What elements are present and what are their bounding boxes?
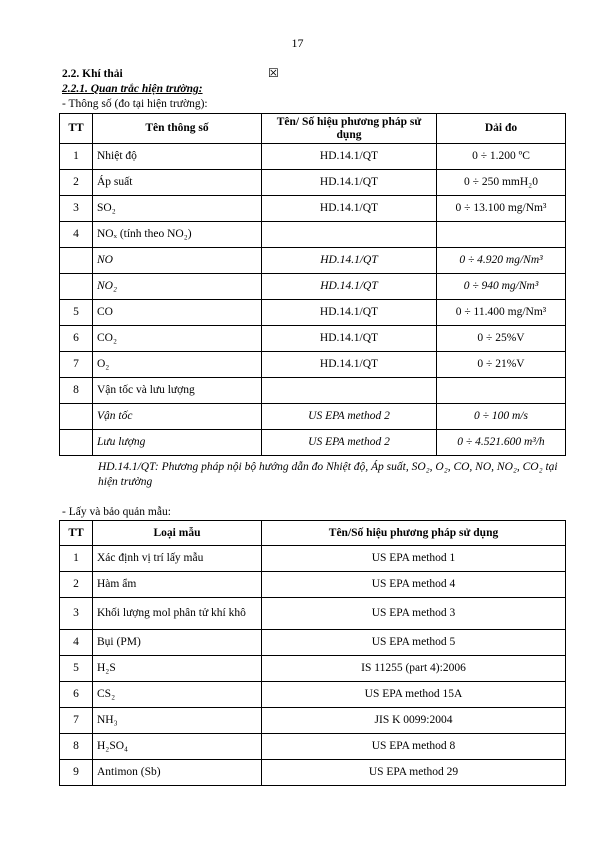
cell-row-number: 2 (60, 170, 93, 196)
table-row (60, 248, 566, 274)
cell-method: US EPA method 29 (262, 760, 566, 786)
cell-sample-type: Khối lượng mol phân tử khí khô (93, 598, 262, 630)
section-title: 2.2. Khí thải (62, 68, 123, 80)
cell-sample-type: Bụi (PM) (93, 630, 262, 656)
cell-method: US EPA method 15A (262, 682, 566, 708)
table-row (60, 300, 566, 326)
cell-row-number: 5 (60, 300, 93, 326)
cell-method: HD.14.1/QT (262, 326, 437, 352)
table-row (60, 682, 566, 708)
cell-row-number (60, 430, 93, 456)
cell-method: US EPA method 3 (262, 598, 566, 630)
cell-method: IS 11255 (part 4):2006 (262, 656, 566, 682)
table-row (60, 630, 566, 656)
cell-param-name: Áp suất (93, 170, 262, 196)
cell-sample-type: Xác định vị trí lấy mẫu (93, 546, 262, 572)
cell-row-number: 8 (60, 734, 93, 760)
cell-range: 0 ÷ 250 mmH₂0 (437, 170, 566, 196)
cell-range: 0 ÷ 21%V (437, 352, 566, 378)
cell-param-name: NOₓ (tính theo NO₂) (93, 222, 262, 248)
cell-row-number: 3 (60, 598, 93, 630)
cell-row-number: 8 (60, 378, 93, 404)
cell-method: HD.14.1/QT (262, 352, 437, 378)
sampling-intro: - Lấy và bảo quản mẫu: (62, 506, 171, 518)
cell-row-number: 3 (60, 196, 93, 222)
cell-row-number: 6 (60, 326, 93, 352)
cell-method: US EPA method 2 (262, 404, 437, 430)
table-note: HD.14.1/QT: Phương pháp nội bộ hướng dẫn đo Nhiệt độ, Áp suất, SO₂, O₂, CO, NO, NO₂, CO₂ tại hiện trường (98, 461, 558, 488)
table-row (60, 170, 566, 196)
cell-range: 0 ÷ 100 m/s (437, 404, 566, 430)
cell-method: US EPA method 1 (262, 546, 566, 572)
cell-method (262, 378, 437, 404)
cell-row-number: 1 (60, 546, 93, 572)
cell-param-name: O₂ (93, 352, 262, 378)
cell-row-number: 4 (60, 630, 93, 656)
table-row (60, 734, 566, 760)
cell-method: HD.14.1/QT (262, 196, 437, 222)
table-row (60, 760, 566, 786)
cell-row-number: 2 (60, 572, 93, 598)
cell-row-number: 6 (60, 682, 93, 708)
cell-range: 0 ÷ 4.521.600 m³/h (437, 430, 566, 456)
table-row (60, 326, 566, 352)
table-row (60, 430, 566, 456)
cell-method: HD.14.1/QT (262, 248, 437, 274)
cell-range: 0 ÷ 13.100 mg/Nm³ (437, 196, 566, 222)
cell-row-number (60, 404, 93, 430)
cell-method: US EPA method 5 (262, 630, 566, 656)
cell-param-name: Lưu lượng (93, 430, 262, 456)
cell-row-number: 9 (60, 760, 93, 786)
cell-range (437, 378, 566, 404)
table-row (60, 708, 566, 734)
cell-method: US EPA method 8 (262, 734, 566, 760)
cell-range: 0 ÷ 940 mg/Nm³ (437, 274, 566, 300)
checkbox-icon: ☒ (268, 66, 279, 80)
cell-range: 0 ÷ 25%V (437, 326, 566, 352)
cell-row-number: 7 (60, 708, 93, 734)
col-header-tt: TT (60, 114, 93, 144)
table-row (60, 598, 566, 630)
cell-sample-type: NH₃ (93, 708, 262, 734)
measurement-table (59, 113, 566, 456)
cell-sample-type: CS₂ (93, 682, 262, 708)
col-header-method: Tên/Số hiệu phương pháp sử dụng (262, 521, 566, 546)
cell-row-number: 7 (60, 352, 93, 378)
cell-range (437, 222, 566, 248)
table-row (60, 404, 566, 430)
cell-param-name: SO₂ (93, 196, 262, 222)
sampling-table (59, 520, 566, 786)
table-row (60, 572, 566, 598)
cell-range: 0 ÷ 11.400 mg/Nm³ (437, 300, 566, 326)
table-row (60, 196, 566, 222)
col-header-sample-type: Loại mẫu (93, 521, 262, 546)
cell-param-name: NO (93, 248, 262, 274)
table-row (60, 378, 566, 404)
cell-method: HD.14.1/QT (262, 274, 437, 300)
page-number: 17 (291, 36, 304, 50)
cell-method: HD.14.1/QT (262, 144, 437, 170)
col-header-range: Dải đo (437, 114, 566, 144)
cell-method: JIS K 0099:2004 (262, 708, 566, 734)
cell-range: 0 ÷ 1.200 ºC (437, 144, 566, 170)
cell-sample-type: H₂SO₄ (93, 734, 262, 760)
col-header-tt: TT (60, 521, 93, 546)
cell-row-number (60, 274, 93, 300)
cell-param-name: Vận tốc (93, 404, 262, 430)
cell-range: 0 ÷ 4.920 mg/Nm³ (437, 248, 566, 274)
cell-param-name: Nhiệt độ (93, 144, 262, 170)
cell-row-number (60, 248, 93, 274)
cell-row-number: 1 (60, 144, 93, 170)
table-row (60, 274, 566, 300)
table-row (60, 222, 566, 248)
col-header-method: Tên/ Số hiệu phương pháp sử dụng (262, 114, 437, 144)
cell-param-name: CO₂ (93, 326, 262, 352)
table-row (60, 656, 566, 682)
subsection-title: 2.2.1. Quan trắc hiện trường: (62, 83, 203, 95)
cell-method (262, 222, 437, 248)
cell-row-number: 5 (60, 656, 93, 682)
cell-row-number: 4 (60, 222, 93, 248)
table-row (60, 352, 566, 378)
cell-method: US EPA method 4 (262, 572, 566, 598)
params-intro: - Thông số (đo tại hiện trường): (62, 98, 208, 110)
table-row (60, 546, 566, 572)
cell-param-name: Vận tốc và lưu lượng (93, 378, 262, 404)
cell-param-name: NO₂ (93, 274, 262, 300)
cell-param-name: CO (93, 300, 262, 326)
table-row (60, 144, 566, 170)
cell-sample-type: Antimon (Sb) (93, 760, 262, 786)
cell-sample-type: H₂S (93, 656, 262, 682)
cell-method: HD.14.1/QT (262, 300, 437, 326)
cell-method: HD.14.1/QT (262, 170, 437, 196)
cell-sample-type: Hàm ẩm (93, 572, 262, 598)
col-header-param-name: Tên thông số (93, 114, 262, 144)
cell-method: US EPA method 2 (262, 430, 437, 456)
